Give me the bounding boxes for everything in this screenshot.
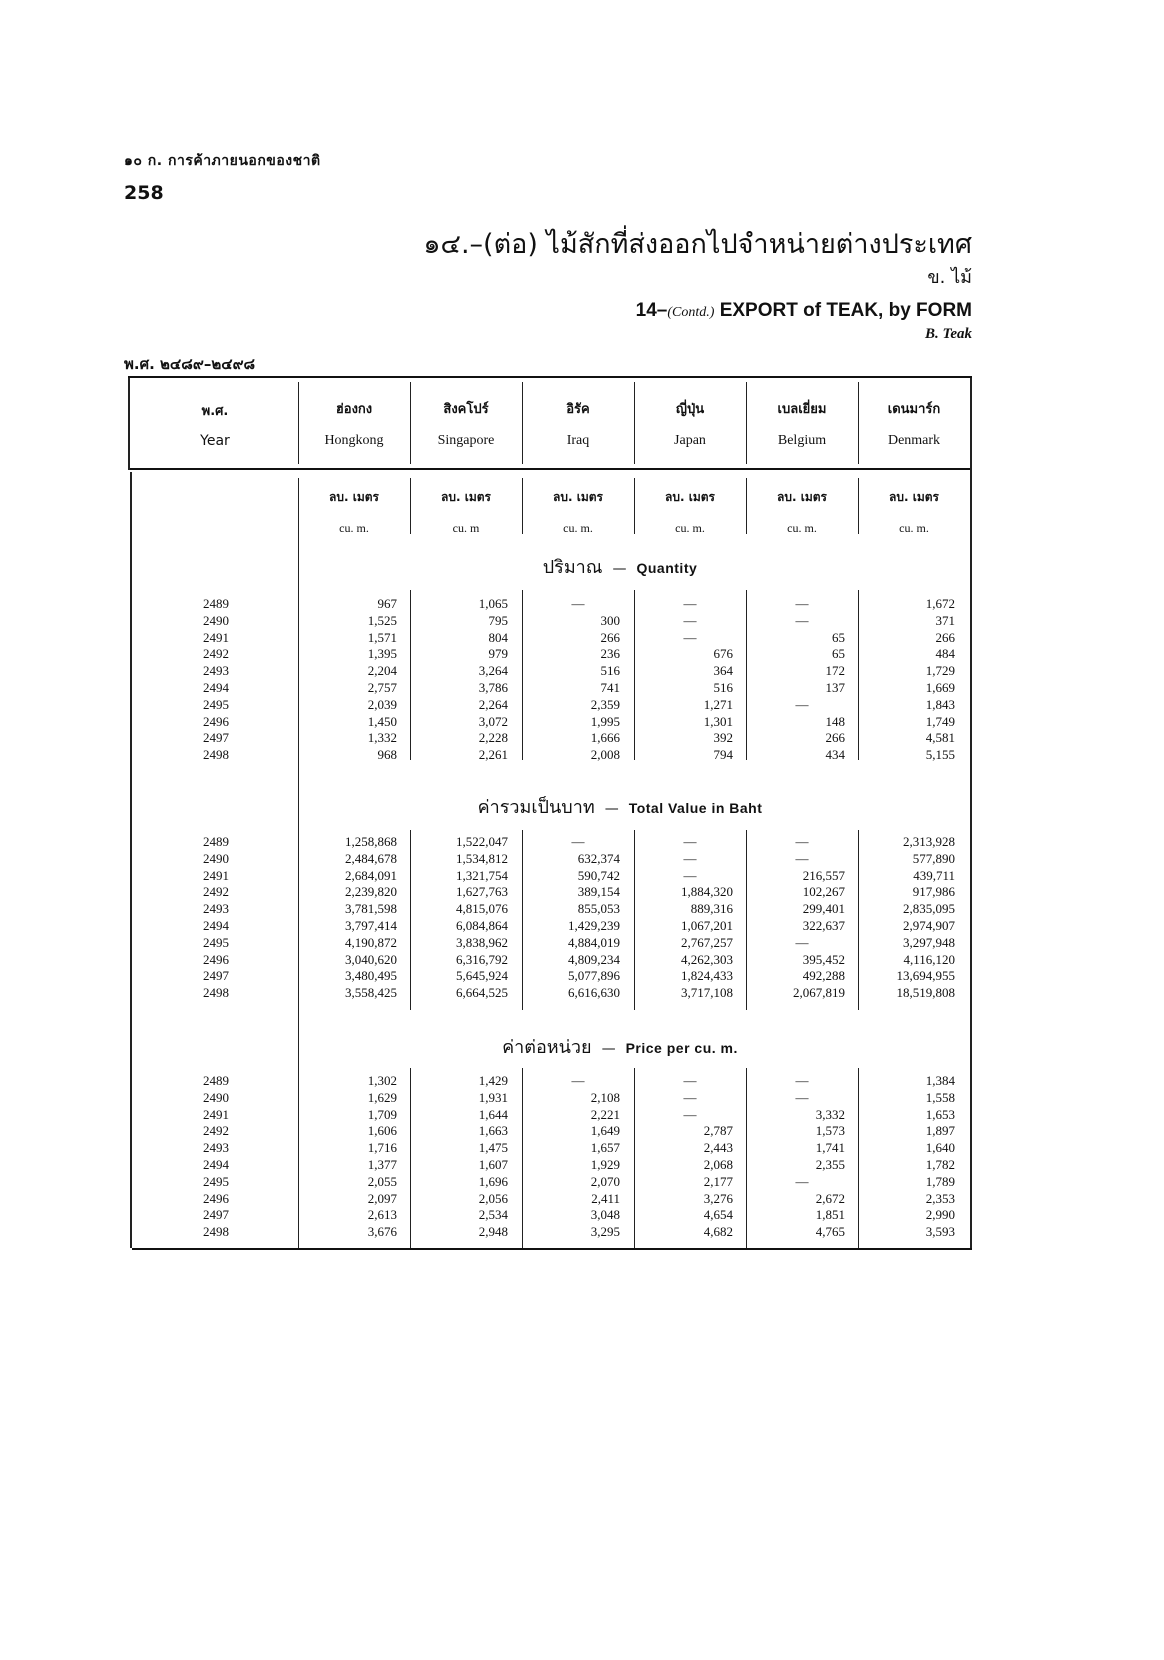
- unit-label: [635, 488, 745, 536]
- table-cell: 1,669: [925, 680, 955, 695]
- table-cell: 855,053: [577, 901, 620, 917]
- table-cell: 137: [825, 680, 845, 695]
- english-title: [636, 300, 972, 322]
- table-cell: 516: [713, 680, 733, 695]
- table-cell: 3,797,414: [345, 918, 397, 933]
- column-header-en: Hongkong: [324, 433, 384, 448]
- unit-label: [299, 488, 409, 536]
- table-cell: 3,676: [367, 1224, 397, 1240]
- left-border-header: [128, 378, 130, 470]
- year-cell: 2496: [203, 1190, 229, 1206]
- table-cell: 3,781,598: [345, 901, 397, 917]
- column-header-en: Denmark: [887, 433, 941, 448]
- table-cell: 5,645,924: [456, 968, 508, 984]
- year-cell: 2493: [203, 901, 229, 917]
- table-cell: 2,239,820: [345, 884, 397, 900]
- table-cell: 1,301: [703, 713, 733, 729]
- column-header-en: Belgium: [777, 433, 827, 448]
- title-text: EXPORT of TEAK, by FORM: [714, 300, 972, 321]
- table-cell: 2,039: [367, 696, 397, 712]
- table-cell: 2,672: [815, 1190, 845, 1206]
- table-cell: 1,429,239: [568, 918, 620, 933]
- table-cell: 2,684,091: [345, 867, 397, 883]
- unit-en: cu. m.: [339, 521, 369, 535]
- table-cell: 676: [713, 646, 733, 662]
- table-cell: 3,717,108: [681, 985, 733, 1001]
- table-cell: 1,629: [367, 1089, 397, 1105]
- table-cell: 434: [825, 747, 845, 763]
- column-header-en: Japan: [674, 433, 706, 448]
- table-cell: 3,072: [478, 713, 508, 729]
- table-cell: 1,789: [925, 1173, 955, 1189]
- table-cell: 6,664,525: [456, 985, 508, 1001]
- table-cell: 1,741: [815, 1140, 845, 1156]
- table-cell: 632,374: [577, 850, 620, 866]
- table-cell: 968: [377, 747, 397, 763]
- table-cell: 2,613: [367, 1207, 397, 1223]
- table-cell: 216,557: [802, 867, 845, 883]
- column-header-singapore: [411, 398, 521, 449]
- table-cell: 2,443: [703, 1140, 733, 1156]
- table-cell: 1,067,201: [681, 918, 733, 933]
- table-cell: —: [683, 834, 697, 849]
- table-cell: —: [683, 596, 697, 611]
- title-number: 14–: [635, 300, 668, 321]
- table-cell: 1,884,320: [681, 884, 733, 900]
- table-cell: —: [683, 850, 697, 866]
- table-cell: 2,204: [367, 663, 397, 679]
- table-cell: 395,452: [802, 951, 845, 967]
- unit-en: cu. m: [452, 521, 480, 535]
- table-cell: 1,666: [590, 730, 620, 746]
- unit-label: [747, 488, 857, 536]
- year-cell: 2495: [203, 934, 229, 950]
- unit-en: cu. m.: [563, 521, 593, 535]
- year-header: [150, 400, 280, 449]
- table-cell: 2,534: [478, 1207, 508, 1223]
- column-header-hongkong: [299, 398, 409, 449]
- table-cell: 1,607: [478, 1157, 508, 1172]
- year-cell: 2492: [203, 1123, 229, 1139]
- year-cell: 2498: [203, 1224, 229, 1240]
- table-cell: —: [795, 1173, 809, 1189]
- table-cell: —: [683, 1073, 697, 1088]
- table-cell: 2,228: [478, 730, 508, 746]
- column-header-th: เดนมาร์ก: [887, 402, 941, 417]
- block-title-th: ค่ารวมเป็นบาท: [477, 797, 595, 818]
- year-cell: 2495: [203, 696, 229, 712]
- table-cell: 389,154: [577, 884, 620, 900]
- column-header-en: Iraq: [566, 433, 590, 448]
- unit-label: [523, 488, 633, 536]
- table-cell: 1,271: [703, 696, 733, 712]
- table-cell: 1,729: [925, 663, 955, 679]
- header-bottom-rule: [128, 468, 972, 470]
- year-cell: 2494: [203, 1157, 229, 1172]
- block-title: [420, 792, 820, 821]
- table-cell: 2,108: [590, 1089, 620, 1105]
- table-cell: 1,065: [478, 596, 508, 611]
- year-cell: 2489: [203, 1073, 229, 1088]
- table-cell: 2,067,819: [793, 985, 845, 1001]
- table-cell: 4,815,076: [456, 901, 508, 917]
- table-cell: —: [571, 596, 585, 611]
- table-cell: 3,297,948: [903, 934, 955, 950]
- block-title-en: Total Value in Baht: [628, 800, 763, 816]
- unit-th: ลบ. เมตร: [553, 490, 603, 504]
- column-header-th: สิงคโปร์: [443, 402, 489, 417]
- table-cell: 2,353: [925, 1190, 955, 1206]
- thai-title: ๑๔.–(ต่อ) ไม้สักที่ส่งออกไปจำหน่ายต่างประเทศ: [423, 229, 972, 260]
- table-cell: 3,593: [925, 1224, 955, 1240]
- table-cell: 1,843: [925, 696, 955, 712]
- column-header-th: ฮ่องกง: [335, 402, 373, 417]
- table-cell: 4,262,303: [681, 951, 733, 967]
- table-cell: 5,155: [925, 747, 955, 763]
- table-cell: 2,221: [590, 1106, 620, 1122]
- table-cell: 364: [713, 663, 733, 679]
- table-cell: 1,640: [925, 1140, 955, 1156]
- table-cell: 266: [825, 730, 845, 746]
- year-cell: 2497: [203, 1207, 229, 1223]
- table-cell: 299,401: [802, 901, 845, 917]
- year-cell: 2497: [203, 968, 229, 984]
- table-cell: 2,097: [367, 1190, 397, 1206]
- table-cell: 4,116,120: [903, 951, 955, 967]
- period-label: พ.ศ. ๒๔๘๙–๒๔๙๘: [124, 355, 256, 373]
- table-cell: 2,359: [590, 696, 620, 712]
- unit-th: ลบ. เมตร: [889, 490, 939, 504]
- table-cell: 2,835,095: [903, 901, 955, 917]
- table-cell: 266: [600, 629, 620, 645]
- table-cell: 1,558: [925, 1089, 955, 1105]
- year-cell: 2496: [203, 713, 229, 729]
- table-cell: 2,787: [703, 1123, 733, 1139]
- section-header: ๑๐ ก. การค้าภายนอกของชาติ: [124, 153, 321, 169]
- table-cell: 2,411: [591, 1190, 620, 1206]
- table-cell: 1,429: [478, 1073, 508, 1088]
- table-cell: 1,649: [590, 1123, 620, 1139]
- table-cell: 1,663: [478, 1123, 508, 1139]
- table-cell: 3,838,962: [456, 934, 508, 950]
- table-cell: 1,716: [367, 1140, 397, 1156]
- table-cell: —: [683, 629, 697, 645]
- table-cell: 2,484,678: [345, 850, 397, 866]
- table-cell: 516: [600, 663, 620, 679]
- table-cell: —: [795, 834, 809, 849]
- year-header-th: พ.ศ.: [201, 404, 229, 419]
- table-cell: 804: [488, 629, 508, 645]
- table-cell: —: [571, 1073, 585, 1088]
- table-cell: 6,616,630: [568, 985, 620, 1001]
- table-cell: 2,990: [925, 1207, 955, 1223]
- table-cell: 1,525: [367, 612, 397, 628]
- table-cell: 6,316,792: [456, 951, 508, 967]
- table-cell: 300: [600, 612, 620, 628]
- table-cell: 3,048: [590, 1207, 620, 1223]
- table-cell: 1,995: [590, 713, 620, 729]
- year-cell: 2489: [203, 834, 229, 849]
- table-cell: 4,884,019: [568, 934, 620, 950]
- table-cell: 1,696: [478, 1173, 508, 1189]
- table-cell: 65: [832, 646, 845, 662]
- table-cell: 3,264: [478, 663, 508, 679]
- table-cell: —: [795, 1089, 809, 1105]
- table-cell: 1,782: [925, 1157, 955, 1172]
- unit-th: ลบ. เมตร: [329, 490, 379, 504]
- table-cell: 236: [600, 646, 620, 662]
- table-cell: 2,177: [703, 1173, 733, 1189]
- table-cell: 1,573: [815, 1123, 845, 1139]
- year-cell: 2492: [203, 884, 229, 900]
- table-cell: 590,742: [577, 867, 620, 883]
- table-cell: 2,008: [590, 747, 620, 763]
- right-border: [970, 378, 972, 1248]
- year-cell: 2496: [203, 951, 229, 967]
- table-cell: —: [571, 834, 585, 849]
- table-cell: 917,986: [912, 884, 955, 900]
- year-cell: 2490: [203, 850, 229, 866]
- unit-en: cu. m.: [899, 521, 929, 535]
- table-top-rule: [128, 376, 972, 378]
- table-cell: 18,519,808: [896, 985, 955, 1001]
- year-cell: 2491: [203, 629, 229, 645]
- block-title-en: Price per cu. m.: [625, 1040, 738, 1056]
- table-cell: —: [795, 1073, 809, 1088]
- block-title-dash: —: [612, 561, 627, 577]
- table-cell: 322,637: [802, 918, 845, 933]
- table-cell: 4,581: [925, 730, 955, 746]
- block-title: [420, 552, 820, 581]
- table-cell: 1,321,754: [456, 867, 508, 883]
- table-cell: 1,332: [367, 730, 397, 746]
- table-cell: 4,809,234: [568, 951, 620, 967]
- page-number: 258: [124, 182, 164, 204]
- table-cell: 1,571: [367, 629, 397, 645]
- table-cell: 2,948: [478, 1224, 508, 1240]
- table-cell: 1,258,868: [345, 834, 397, 849]
- thai-subtitle: ข. ไม้: [927, 267, 972, 288]
- table-cell: 1,475: [478, 1140, 508, 1156]
- table-cell: 4,765: [815, 1224, 845, 1240]
- table-cell: 1,644: [478, 1106, 508, 1122]
- unit-label: [859, 488, 969, 536]
- column-header-iraq: [523, 398, 633, 449]
- year-cell: 2490: [203, 612, 229, 628]
- table-cell: 2,264: [478, 696, 508, 712]
- column-header-en: Singapore: [437, 433, 495, 448]
- table-cell: 392: [713, 730, 733, 746]
- table-cell: —: [795, 850, 809, 866]
- column-header-belgium: [747, 398, 857, 449]
- table-cell: 741: [600, 680, 620, 695]
- unit-th: ลบ. เมตร: [665, 490, 715, 504]
- table-cell: 4,682: [703, 1224, 733, 1240]
- table-cell: 1,749: [925, 713, 955, 729]
- table-cell: 484: [935, 646, 955, 662]
- table-cell: 266: [935, 629, 955, 645]
- unit-en: cu. m.: [675, 521, 705, 535]
- block-title-th: ปริมาณ: [542, 557, 603, 578]
- title-contd: (Contd.): [667, 305, 715, 320]
- unit-en: cu. m.: [787, 521, 817, 535]
- block-title: [420, 1032, 820, 1061]
- table-cell: —: [795, 612, 809, 628]
- year-cell: 2493: [203, 1140, 229, 1156]
- table-cell: 1,897: [925, 1123, 955, 1139]
- table-cell: 1,377: [367, 1157, 397, 1172]
- table-cell: 1,657: [590, 1140, 620, 1156]
- table-cell: 2,767,257: [681, 934, 733, 950]
- table-cell: 6,084,864: [456, 918, 508, 933]
- block-title-dash: —: [604, 801, 619, 817]
- table-cell: 1,627,763: [456, 884, 508, 900]
- table-cell: 1,709: [367, 1106, 397, 1122]
- table-cell: 4,190,872: [345, 934, 397, 950]
- table-cell: —: [683, 612, 697, 628]
- table-cell: 979: [488, 646, 508, 662]
- table-cell: 3,332: [815, 1106, 845, 1122]
- table-cell: 2,068: [703, 1157, 733, 1172]
- table-cell: 577,890: [912, 850, 955, 866]
- table-cell: 1,395: [367, 646, 397, 662]
- table-cell: 2,355: [815, 1157, 845, 1172]
- table-cell: 2,070: [590, 1173, 620, 1189]
- year-cell: 2490: [203, 1089, 229, 1105]
- table-cell: —: [795, 696, 809, 712]
- unit-label: [411, 488, 521, 536]
- unit-th: ลบ. เมตร: [441, 490, 491, 504]
- year-cell: 2493: [203, 663, 229, 679]
- column-header-denmark: [859, 398, 969, 449]
- year-cell: 2495: [203, 1173, 229, 1189]
- table-cell: 795: [488, 612, 508, 628]
- block-title-dash: —: [601, 1041, 616, 1057]
- column-header-japan: [635, 398, 745, 449]
- table-cell: —: [683, 867, 697, 883]
- year-cell: 2494: [203, 680, 229, 695]
- table-cell: 2,055: [367, 1173, 397, 1189]
- table-cell: 794: [713, 747, 733, 763]
- year-cell: 2491: [203, 1106, 229, 1122]
- year-cell: 2498: [203, 747, 229, 763]
- table-cell: 2,974,907: [903, 918, 955, 933]
- left-border-body: [130, 472, 132, 1248]
- table-cell: 65: [832, 629, 845, 645]
- year-cell: 2498: [203, 985, 229, 1001]
- table-cell: 2,056: [478, 1190, 508, 1206]
- table-cell: 1,824,433: [681, 968, 733, 984]
- column-header-th: เบลเยี่ยม: [777, 402, 827, 417]
- table-cell: 1,851: [815, 1207, 845, 1223]
- year-cell: 2494: [203, 918, 229, 933]
- table-cell: 889,316: [690, 901, 733, 917]
- year-cell: 2489: [203, 596, 229, 611]
- year-cell: 2491: [203, 867, 229, 883]
- table-cell: —: [795, 596, 809, 611]
- table-cell: 1,384: [925, 1073, 955, 1088]
- table-cell: 967: [377, 596, 397, 611]
- table-cell: 1,534,812: [456, 850, 508, 866]
- table-cell: 1,450: [367, 713, 397, 729]
- table-cell: 1,672: [925, 596, 955, 611]
- table-cell: 439,711: [913, 867, 955, 883]
- column-header-th: ญี่ปุ่น: [675, 402, 705, 417]
- table-cell: 148: [825, 713, 845, 729]
- block-title-th: ค่าต่อหน่วย: [502, 1037, 592, 1058]
- table-cell: 5,077,896: [568, 968, 620, 984]
- table-cell: 13,694,955: [896, 968, 955, 984]
- year-cell: 2497: [203, 730, 229, 746]
- table-cell: 3,786: [478, 680, 508, 695]
- table-cell: 1,653: [925, 1106, 955, 1122]
- table-cell: 3,558,425: [345, 985, 397, 1001]
- table-cell: 1,522,047: [456, 834, 508, 849]
- table-cell: 2,757: [367, 680, 397, 695]
- table-cell: 3,295: [590, 1224, 620, 1240]
- table-cell: 371: [935, 612, 955, 628]
- block-title-en: Quantity: [636, 560, 698, 576]
- table-cell: —: [683, 1089, 697, 1105]
- english-subtitle: B. Teak: [925, 326, 972, 342]
- year-cell: 2492: [203, 646, 229, 662]
- table-cell: 2,313,928: [903, 834, 955, 849]
- table-cell: 3,276: [703, 1190, 733, 1206]
- column-header-th: อิรัค: [566, 402, 590, 417]
- table-cell: 102,267: [802, 884, 845, 900]
- table-cell: 2,261: [478, 747, 508, 763]
- table-cell: 1,606: [367, 1123, 397, 1139]
- table-cell: 3,480,495: [345, 968, 397, 984]
- table-cell: 492,288: [802, 968, 845, 984]
- table-cell: 1,931: [478, 1089, 508, 1105]
- year-header-en: Year: [200, 433, 230, 449]
- table-cell: 1,302: [367, 1073, 397, 1088]
- table-cell: —: [795, 934, 809, 950]
- table-bottom-rule: [132, 1248, 972, 1250]
- table-cell: 172: [825, 663, 845, 679]
- table-cell: 1,929: [590, 1157, 620, 1172]
- unit-th: ลบ. เมตร: [777, 490, 827, 504]
- table-cell: 4,654: [703, 1207, 733, 1223]
- table-cell: 3,040,620: [345, 951, 397, 967]
- table-cell: —: [683, 1106, 697, 1122]
